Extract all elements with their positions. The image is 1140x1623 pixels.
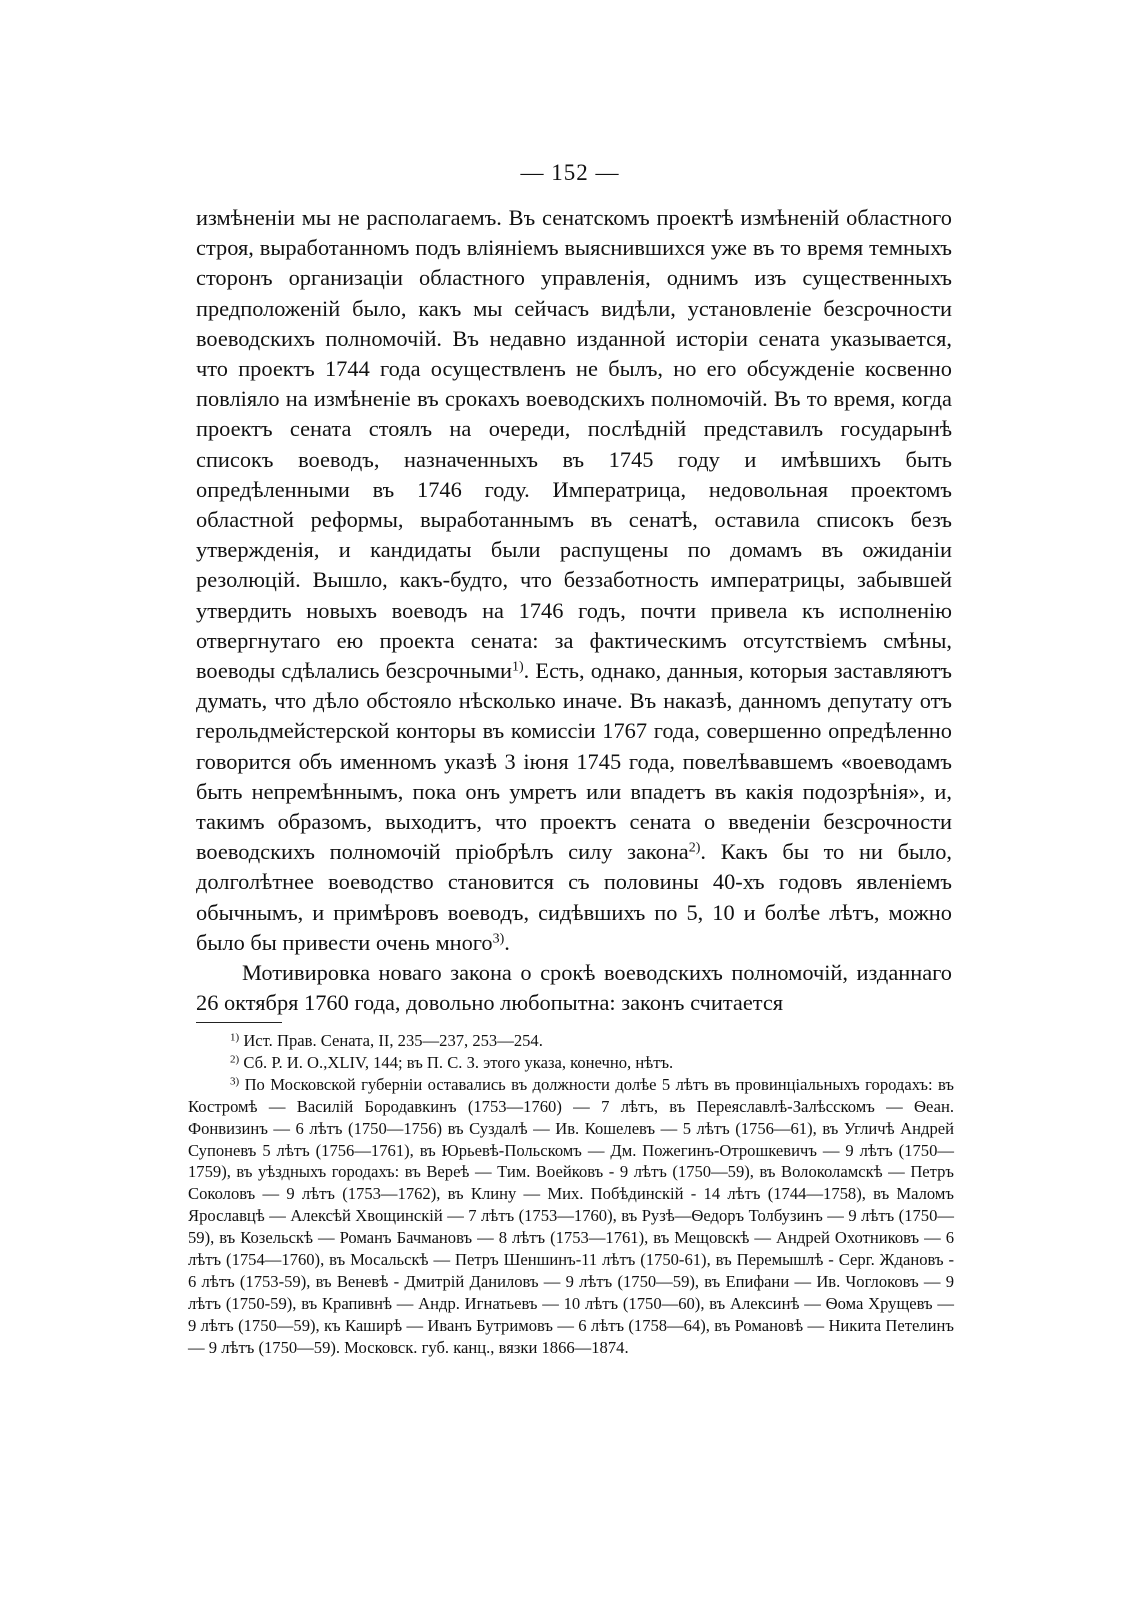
footnote-mark: 1) (230, 1031, 240, 1044)
paragraph-1 (196, 203, 952, 958)
footnote-1 (188, 1030, 954, 1052)
paragraph-2: Мотивировка новаго закона о срокѣ воеводскихъ полномочій, изданнаго 26 октября 1760 года, довольно любопытна: законъ считается (196, 960, 952, 1016)
footnote-divider (196, 1022, 282, 1023)
paragraph-1-part-a: измѣненіи мы не располагаемъ. Въ сенатскомъ проектѣ измѣненій областного строя, выработанномъ подъ вліяніемъ выяснившихся уже въ то время темныхъ сторонъ организаціи областного управленія, однимъ изъ существенныхъ предположеній было, какъ мы сейчасъ видѣли, установленіе безсрочности воеводскихъ полномочій. Въ недавно изданной исторіи сената указывается, что проектъ 1744 года осуществленъ не былъ, но его обсужденіе косвенно повліяло на измѣненіе въ срокахъ воеводскихъ полномочій. Въ то время, когда проектъ сената стоялъ на очереди, послѣдній представилъ государынѣ списокъ воеводъ, назначенныхъ въ 1745 году и имѣвшихъ быть опредѣленными въ 1746 году. Императрица, недовольная проектомъ областной реформы, выработаннымъ въ сенатѣ, оставила списокъ безъ утвержденія, и кандидаты были распущены по домамъ въ ожиданіи резолюцій. Вышло, какъ-будто, что беззаботность императрицы, забывшей утвердить новыхъ воеводъ на 1746 годъ, почти привела къ исполненію отвергнутаго ею проекта сената: за фактическимъ отсутствіемъ смѣны, воеводы сдѣлались безсрочными (196, 205, 952, 684)
page-number: — 152 — (520, 160, 620, 185)
footnote-mark: 2) (230, 1053, 240, 1066)
paragraph-1-part-c: . Какъ бы то ни было, долголѣтнее воеводство становится съ половины 40-хъ годовъ явленіемъ обычнымъ, и примѣровъ воеводъ, сидѣвшихъ по 5, 10 и болѣе лѣтъ, можно было бы привести очень много (196, 839, 952, 955)
footnote-ref-2[interactable]: 2) (688, 840, 701, 856)
main-text (196, 203, 952, 1018)
footnotes (188, 1030, 954, 1359)
footnote-text: По Московской губерніи оставались въ должности долѣе 5 лѣтъ въ провинціальныхъ городахъ: въ Костромѣ — Василій Бородавкинъ (1753—1760) — 7 лѣтъ, въ Переяславлѣ-Залѣсскомъ — Ѳеан. Фонвизинъ — 6 лѣтъ (1750—1756) въ Суздалѣ — Ив. Кошелевъ — 5 лѣтъ (1756—61), въ Угличѣ Андрей Супоневъ 5 лѣтъ (1756—1761), въ Юрьевѣ-Польскомъ — Дм. Пожегинъ-Отрошкевичъ — 9 лѣтъ (1750—1759), въ уѣздныхъ городахъ: въ Вереѣ — Тим. Воейковъ - 9 лѣтъ (1750—59), въ Волоколамскѣ — Петръ Соколовъ — 9 лѣтъ (1753—1762), въ Клину — Мих. Побѣдинскій - 14 лѣтъ (1744—1758), въ Маломъ Ярославцѣ — Алексѣй Хвощинскій — 7 лѣтъ (1753—1760), въ Рузѣ—Ѳедоръ Толбузинъ — 9 лѣтъ (1750—59), въ Козельскѣ — Романъ Бачмановъ — 8 лѣтъ (1753—1761), въ Мещовскѣ — Андрей Охотниковъ — 6 лѣтъ (1754—1760), въ Мосальскѣ — Петръ Шеншинъ-11 лѣтъ (1750-61), въ Перемышлѣ - Серг. Ждановъ - 6 лѣтъ (1753-59), въ Веневѣ - Дмитрій Даниловъ — 9 лѣтъ (1750—59), въ Епифани — Ив. Чоглоковъ — 9 лѣтъ (1750-59), въ Крапивнѣ — Андр. Игнатьевъ — 10 лѣтъ (1750—60), въ Алексинѣ — Ѳома Хрущевъ — 9 лѣтъ (1750—59), къ Каширѣ — Иванъ Бутримовъ — 6 лѣтъ (1758—64), въ Романовѣ — Никита Петелинъ — 9 лѣтъ (1750—59). Московск. губ. канц., вязки 1866—1874. (188, 1074, 954, 1357)
paragraph-1-part-d: . (504, 929, 510, 955)
footnote-ref-3[interactable]: 3) (492, 931, 505, 947)
footnote-mark: 3) (230, 1075, 240, 1088)
footnote-2 (188, 1052, 954, 1074)
footnote-text: Сб. Р. И. О.,XLIV, 144; въ П. С. З. этого указа, конечно, нѣтъ. (239, 1052, 674, 1072)
footnote-3 (188, 1074, 954, 1359)
paragraph-1-part-b: . Есть, однако, данныя, которыя заставляютъ думать, что дѣло обстояло нѣсколько иначе. Въ наказѣ, данномъ депутату отъ герольдмейстерской конторы въ комиссіи 1767 года, совершенно опредѣленно говорится объ именномъ указѣ 3 іюня 1745 года, повелѣвавшемъ «воеводамъ быть непремѣннымъ, пока онъ умретъ или впадетъ въ какія подозрѣнія», и, такимъ образомъ, выходитъ, что проектъ сената о введеніи безсрочности воеводскихъ полномочій пріобрѣлъ силу закона (196, 658, 952, 865)
footnote-text: Ист. Прав. Сената, II, 235—237, 253—254. (239, 1031, 543, 1050)
footnote-ref-1[interactable]: 1) (511, 659, 524, 675)
